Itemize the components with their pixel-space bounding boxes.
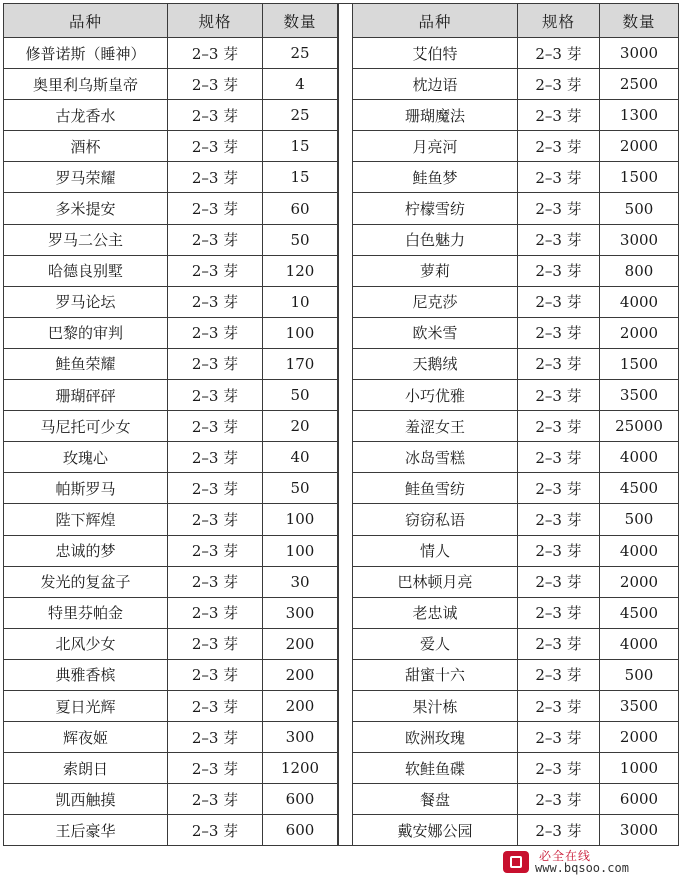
variety-cell: 鲑鱼雪纺 (353, 473, 518, 504)
variety-cell: 尼克莎 (353, 286, 518, 317)
variety-cell: 陛下辉煌 (4, 504, 168, 535)
variety-cell: 白色魅力 (353, 224, 518, 255)
variety-cell: 北风少女 (4, 628, 168, 659)
spec-cell: 2–3 芽 (168, 38, 263, 69)
spec-cell: 2–3 芽 (168, 100, 263, 131)
variety-cell: 奥里利乌斯皇帝 (4, 69, 168, 100)
table-row (4, 442, 338, 473)
table-row (4, 348, 338, 379)
quantity-cell: 25 (263, 38, 338, 69)
variety-cell: 修普诺斯（睡神） (4, 38, 168, 69)
quantity-cell: 170 (263, 348, 338, 379)
table-row (4, 38, 338, 69)
variety-cell: 发光的复盆子 (4, 566, 168, 597)
table-row (4, 504, 338, 535)
table-row (4, 535, 338, 566)
table-gap (338, 3, 352, 846)
spec-cell: 2–3 芽 (518, 597, 600, 628)
quantity-cell: 4500 (600, 473, 679, 504)
spec-cell: 2–3 芽 (518, 784, 600, 815)
variety-cell: 甜蜜十六 (353, 659, 518, 690)
table-row (4, 690, 338, 721)
variety-cell: 凯西触摸 (4, 784, 168, 815)
spec-cell: 2–3 芽 (518, 224, 600, 255)
spec-cell: 2–3 芽 (168, 659, 263, 690)
quantity-cell: 50 (263, 380, 338, 411)
variety-cell: 马尼托可少女 (4, 411, 168, 442)
watermark (503, 847, 673, 877)
spec-cell: 2–3 芽 (168, 473, 263, 504)
quantity-cell: 60 (263, 193, 338, 224)
table-row (4, 628, 338, 659)
spec-cell: 2–3 芽 (518, 286, 600, 317)
variety-cell: 古龙香水 (4, 100, 168, 131)
table-row (353, 411, 679, 442)
table-row (4, 380, 338, 411)
quantity-cell: 2500 (600, 69, 679, 100)
table-row (353, 597, 679, 628)
variety-cell: 戴安娜公园 (353, 815, 518, 846)
header-variety: 品种 (4, 4, 168, 38)
table-row (4, 162, 338, 193)
table-row (4, 722, 338, 753)
quantity-cell: 6000 (600, 784, 679, 815)
table-row (4, 473, 338, 504)
table-row (353, 69, 679, 100)
spec-cell: 2–3 芽 (518, 815, 600, 846)
table-row (353, 224, 679, 255)
variety-cell: 鲑鱼荣耀 (4, 348, 168, 379)
variety-cell: 酒杯 (4, 131, 168, 162)
table-row (4, 100, 338, 131)
variety-cell: 小巧优雅 (353, 380, 518, 411)
left-table (3, 3, 338, 846)
quantity-cell: 4000 (600, 442, 679, 473)
quantity-cell: 120 (263, 255, 338, 286)
spec-cell: 2–3 芽 (168, 535, 263, 566)
spec-cell: 2–3 芽 (168, 286, 263, 317)
quantity-cell: 2000 (600, 131, 679, 162)
variety-cell: 忠诚的梦 (4, 535, 168, 566)
watermark-brand: 必全在线 (539, 849, 592, 863)
quantity-cell: 25 (263, 100, 338, 131)
header-quantity: 数量 (263, 4, 338, 38)
quantity-cell: 20 (263, 411, 338, 442)
quantity-cell: 15 (263, 131, 338, 162)
table-row (353, 628, 679, 659)
table-row (353, 255, 679, 286)
quantity-cell: 2000 (600, 566, 679, 597)
variety-cell: 欧米雪 (353, 317, 518, 348)
quantity-cell: 50 (263, 473, 338, 504)
table-row (4, 193, 338, 224)
table-row (4, 815, 338, 846)
table-row (353, 659, 679, 690)
header-row (4, 4, 338, 38)
spec-cell: 2–3 芽 (168, 348, 263, 379)
spec-cell: 2–3 芽 (518, 38, 600, 69)
spec-cell: 2–3 芽 (518, 690, 600, 721)
variety-cell: 巴林顿月亮 (353, 566, 518, 597)
table-row (353, 317, 679, 348)
quantity-cell: 4500 (600, 597, 679, 628)
variety-cell: 欧洲玫瑰 (353, 722, 518, 753)
table-row (353, 100, 679, 131)
table-row (353, 753, 679, 784)
variety-cell: 羞涩女王 (353, 411, 518, 442)
header-variety: 品种 (353, 4, 518, 38)
table-row (4, 597, 338, 628)
header-row (353, 4, 679, 38)
table-row (4, 224, 338, 255)
table-row (4, 255, 338, 286)
spec-cell: 2–3 芽 (168, 628, 263, 659)
table-row (4, 131, 338, 162)
right-table (352, 3, 679, 846)
variety-cell: 索朗日 (4, 753, 168, 784)
table-row (353, 286, 679, 317)
quantity-cell: 10 (263, 286, 338, 317)
spec-cell: 2–3 芽 (518, 442, 600, 473)
quantity-cell: 200 (263, 690, 338, 721)
spec-cell: 2–3 芽 (168, 753, 263, 784)
quantity-cell: 50 (263, 224, 338, 255)
spec-cell: 2–3 芽 (518, 473, 600, 504)
variety-cell: 艾伯特 (353, 38, 518, 69)
variety-cell: 萝莉 (353, 255, 518, 286)
table-row (353, 473, 679, 504)
variety-cell: 王后豪华 (4, 815, 168, 846)
table-row (4, 566, 338, 597)
tables-wrapper (3, 3, 679, 846)
quantity-cell: 300 (263, 722, 338, 753)
table-row (4, 753, 338, 784)
quantity-cell: 4000 (600, 628, 679, 659)
table-row (4, 411, 338, 442)
quantity-cell: 500 (600, 193, 679, 224)
variety-cell: 珊瑚魔法 (353, 100, 518, 131)
quantity-cell: 3500 (600, 690, 679, 721)
spec-cell: 2–3 芽 (518, 566, 600, 597)
quantity-cell: 800 (600, 255, 679, 286)
variety-cell: 柠檬雪纺 (353, 193, 518, 224)
quantity-cell: 4 (263, 69, 338, 100)
table-row (353, 162, 679, 193)
spec-cell: 2–3 芽 (518, 162, 600, 193)
table-row (353, 38, 679, 69)
quantity-cell: 200 (263, 659, 338, 690)
spec-cell: 2–3 芽 (168, 442, 263, 473)
spec-cell: 2–3 芽 (518, 193, 600, 224)
quantity-cell: 1500 (600, 348, 679, 379)
quantity-cell: 2000 (600, 722, 679, 753)
watermark-url: www.bqsoo.com (535, 861, 629, 875)
table-row (353, 193, 679, 224)
spec-cell: 2–3 芽 (518, 69, 600, 100)
quantity-cell: 100 (263, 535, 338, 566)
quantity-cell: 25000 (600, 411, 679, 442)
variety-cell: 鲑鱼梦 (353, 162, 518, 193)
spec-cell: 2–3 芽 (518, 753, 600, 784)
variety-cell: 特里芬帕金 (4, 597, 168, 628)
variety-cell: 珊瑚砰砰 (4, 380, 168, 411)
spec-cell: 2–3 芽 (168, 690, 263, 721)
variety-cell: 天鹅绒 (353, 348, 518, 379)
table-row (353, 566, 679, 597)
variety-cell: 月亮河 (353, 131, 518, 162)
spec-cell: 2–3 芽 (518, 255, 600, 286)
variety-cell: 情人 (353, 535, 518, 566)
table-row (4, 784, 338, 815)
variety-cell: 罗马二公主 (4, 224, 168, 255)
spec-cell: 2–3 芽 (168, 566, 263, 597)
quantity-cell: 40 (263, 442, 338, 473)
quantity-cell: 1500 (600, 162, 679, 193)
table-row (353, 722, 679, 753)
variety-cell: 夏日光辉 (4, 690, 168, 721)
table-row (353, 690, 679, 721)
spec-cell: 2–3 芽 (168, 815, 263, 846)
spec-cell: 2–3 芽 (168, 131, 263, 162)
brand-logo-icon (503, 851, 529, 873)
spec-cell: 2–3 芽 (168, 411, 263, 442)
spec-cell: 2–3 芽 (518, 380, 600, 411)
table-row (353, 815, 679, 846)
table-row (353, 131, 679, 162)
quantity-cell: 600 (263, 784, 338, 815)
variety-cell: 果汁栋 (353, 690, 518, 721)
table-row (353, 348, 679, 379)
quantity-cell: 1300 (600, 100, 679, 131)
spec-cell: 2–3 芽 (518, 628, 600, 659)
quantity-cell: 3000 (600, 38, 679, 69)
quantity-cell: 30 (263, 566, 338, 597)
table-row (4, 286, 338, 317)
spec-cell: 2–3 芽 (518, 504, 600, 535)
quantity-cell: 1000 (600, 753, 679, 784)
variety-cell: 玫瑰心 (4, 442, 168, 473)
table-row (353, 442, 679, 473)
spec-cell: 2–3 芽 (168, 784, 263, 815)
header-spec: 规格 (518, 4, 600, 38)
spec-cell: 2–3 芽 (518, 317, 600, 348)
table-row (353, 380, 679, 411)
quantity-cell: 3000 (600, 224, 679, 255)
quantity-cell: 600 (263, 815, 338, 846)
table-row (353, 535, 679, 566)
right-table-body (353, 38, 679, 846)
quantity-cell: 500 (600, 659, 679, 690)
spec-cell: 2–3 芽 (168, 317, 263, 348)
spec-cell: 2–3 芽 (168, 597, 263, 628)
variety-cell: 枕边语 (353, 69, 518, 100)
quantity-cell: 200 (263, 628, 338, 659)
table-row (353, 784, 679, 815)
quantity-cell: 3500 (600, 380, 679, 411)
spec-cell: 2–3 芽 (518, 100, 600, 131)
variety-cell: 哈德良别墅 (4, 255, 168, 286)
spec-cell: 2–3 芽 (518, 411, 600, 442)
quantity-cell: 15 (263, 162, 338, 193)
table-row (4, 659, 338, 690)
quantity-cell: 100 (263, 504, 338, 535)
variety-cell: 辉夜姬 (4, 722, 168, 753)
header-quantity: 数量 (600, 4, 679, 38)
variety-cell: 多米提安 (4, 193, 168, 224)
variety-cell: 老忠诚 (353, 597, 518, 628)
spec-cell: 2–3 芽 (518, 131, 600, 162)
quantity-cell: 1200 (263, 753, 338, 784)
quantity-cell: 100 (263, 317, 338, 348)
spec-cell: 2–3 芽 (168, 69, 263, 100)
variety-cell: 餐盘 (353, 784, 518, 815)
table-row (353, 504, 679, 535)
spec-cell: 2–3 芽 (168, 193, 263, 224)
variety-cell: 罗马论坛 (4, 286, 168, 317)
table-row (4, 69, 338, 100)
spec-cell: 2–3 芽 (168, 722, 263, 753)
quantity-cell: 300 (263, 597, 338, 628)
quantity-cell: 2000 (600, 317, 679, 348)
variety-cell: 爱人 (353, 628, 518, 659)
quantity-cell: 4000 (600, 535, 679, 566)
spec-cell: 2–3 芽 (518, 348, 600, 379)
quantity-cell: 4000 (600, 286, 679, 317)
variety-cell: 典雅香槟 (4, 659, 168, 690)
variety-cell: 帕斯罗马 (4, 473, 168, 504)
header-spec: 规格 (168, 4, 263, 38)
spec-cell: 2–3 芽 (168, 380, 263, 411)
variety-cell: 冰岛雪糕 (353, 442, 518, 473)
table-row (4, 317, 338, 348)
quantity-cell: 3000 (600, 815, 679, 846)
spec-cell: 2–3 芽 (518, 535, 600, 566)
variety-cell: 巴黎的审判 (4, 317, 168, 348)
spec-cell: 2–3 芽 (518, 722, 600, 753)
spec-cell: 2–3 芽 (168, 162, 263, 193)
variety-cell: 软鲑鱼碟 (353, 753, 518, 784)
spec-cell: 2–3 芽 (168, 504, 263, 535)
spec-cell: 2–3 芽 (168, 224, 263, 255)
variety-cell: 罗马荣耀 (4, 162, 168, 193)
spec-cell: 2–3 芽 (518, 659, 600, 690)
spec-cell: 2–3 芽 (168, 255, 263, 286)
quantity-cell: 500 (600, 504, 679, 535)
left-table-body (4, 38, 338, 846)
variety-cell: 窃窃私语 (353, 504, 518, 535)
